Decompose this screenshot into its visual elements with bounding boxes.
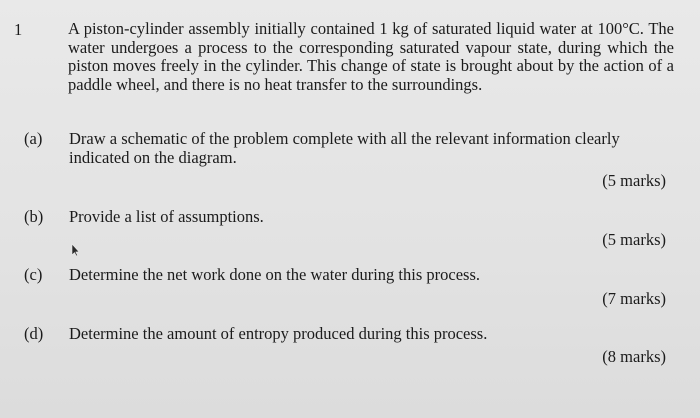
part-b-text: Provide a list of assumptions. — [69, 207, 264, 226]
part-a-text: Draw a schematic of the problem complete with all the relevant information clearly indicated on the diagram. — [69, 129, 620, 167]
question-number: 1 — [14, 20, 23, 39]
part-c-marks: (7 marks) — [602, 289, 666, 308]
part-a-label: (a) — [24, 129, 43, 148]
part-d-marks: (8 marks) — [602, 347, 666, 366]
part-d-text: Determine the amount of entropy produced during this process. — [69, 324, 488, 343]
question-stem: A piston-cylinder assembly initially contained 1 kg of saturated liquid water at 100°C. The water undergoes a process to the corresponding saturated vapour state, during which the piston moves freely in the cylinder. This change of state is brought about by the action of a paddle wheel, and there is no heat transfer to the surroundings. — [68, 19, 674, 94]
part-a-marks: (5 marks) — [602, 171, 666, 190]
part-b-marks: (5 marks) — [602, 230, 666, 249]
part-c-text: Determine the net work done on the water during this process. — [69, 265, 481, 284]
part-b-label: (b) — [24, 207, 44, 226]
part-c-label: (c) — [24, 265, 43, 284]
part-d-label: (d) — [24, 324, 44, 343]
mouse-pointer-icon — [69, 243, 81, 257]
